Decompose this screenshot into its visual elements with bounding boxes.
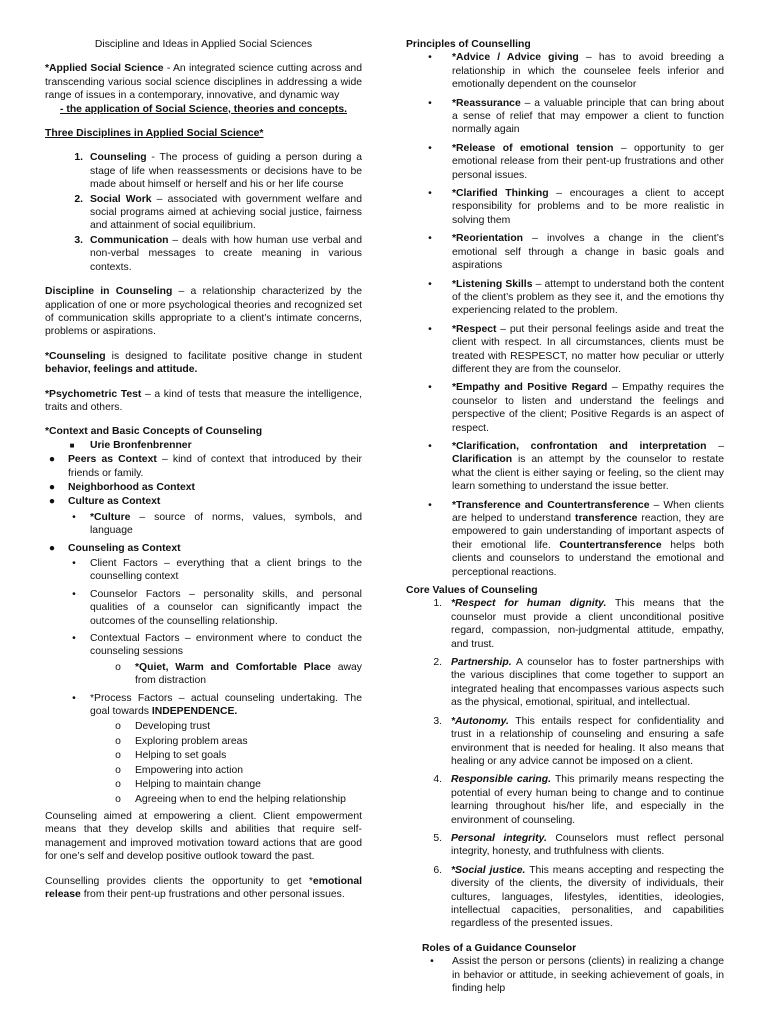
principles-list: [406, 51, 724, 579]
list-item: ● Neighborhood as Context: [45, 481, 362, 494]
counseling-purpose: *Counseling is designed to facilitate positive change in student behavior, feelings and attitude.: [45, 350, 362, 376]
bullet-icon: •: [428, 233, 432, 245]
list-item: • Contextual Factors – environment where to conduct the counseling sessions o *Quiet, Warm and Comfortable Place away from distraction: [45, 632, 362, 688]
circle-bullet-icon: o: [115, 661, 121, 673]
left-column: [45, 38, 362, 901]
bullet-icon: •: [428, 188, 432, 200]
bullet-icon: •: [72, 558, 76, 569]
list-item: o Empowering into action: [45, 764, 362, 777]
document-title: Discipline and Ideas in Applied Social Sciences: [94, 39, 313, 50]
square-bullet-icon: ■: [69, 440, 75, 450]
bullet-icon: •: [72, 633, 76, 645]
list-item: ■ Urie Bronfenbrenner: [45, 439, 362, 452]
contextual-sublist: [45, 661, 362, 688]
list-item: • Assist the person or persons (clients) in realizing a change in behavior or attitude, in seeking achievement of goals, in finding help: [406, 955, 724, 995]
circle-bullet-icon: o: [115, 793, 121, 805]
list-item: • *Process Factors – actual counseling undertaking. The goal towards INDEPENDENCE. o Developing trust o Exploring problem areas o Helping to set goals o Empowering into action o Helping to maintain change o Agreeing when to end the helping relationship: [45, 692, 362, 806]
circle-bullet-icon: o: [115, 779, 121, 791]
list-item: • *Listening Skills – attempt to understand both the content of the client’s problem as they see it, and the emotions thy experiencing related to the problem.: [406, 278, 724, 318]
bullet-icon: •: [428, 52, 432, 64]
bullet-icon: •: [428, 323, 432, 335]
list-item: 1. Counseling - The process of guiding a person during a stage of life when reassessments or decisions have to be made about himself or herself and his or her life course: [74, 152, 362, 191]
list-item: • *Reassurance – a valuable principle that can bring about a sense of relief that may empower a client to function normally again: [406, 97, 724, 137]
list-item: 1. *Respect for human dignity. This means that the counselor must provide a client unconditional positive regard, compassion, non-judgmental attitude, empathy, and trust.: [433, 598, 724, 650]
empowerment-paragraph: Counseling aimed at empowering a client. Client empowerment means that they develop skills and abilities that require self-management and improved motivation toward actions that are good for one’s self and develop positive outlook toward the past.: [45, 810, 362, 863]
list-item: 4. Responsible caring. This primarily means respecting the potential of every human being to change and to continue learning throughout his/her life, and especially in the environment of counseling.: [433, 774, 724, 826]
three-disciplines-heading: Three Disciplines in Applied Social Science*: [45, 128, 264, 140]
list-item: • *Respect – put their personal feelings aside and treat the client with respect. In all circumstances, clients must be treated with RESPESCT, no matter how peculiar or utterly different they are from the counselor.: [406, 323, 724, 377]
list-item: 5. Personal integrity. Counselors must reflect personal integrity, honesty, and truthfulness with clients.: [433, 832, 724, 858]
bullet-icon: ●: [48, 542, 56, 554]
bullet-icon: •: [72, 692, 76, 704]
emotional-release-paragraph: Counselling provides clients the opportunity to get *emotional release from their pent-up frustrations and other personal issues.: [45, 875, 362, 900]
bullet-icon: •: [428, 142, 432, 154]
bullet-icon: •: [428, 382, 432, 394]
list-item: o Exploring problem areas: [45, 735, 362, 748]
list-item: • *Transference and Countertransference – When clients are helped to understand transference reaction, they are empowered to gain understanding of important aspects of their emotional life. Countertransference helps both clients and counselors to understand the emotional and perceptional reactions.: [406, 499, 724, 579]
culture-sublist: [45, 511, 362, 538]
bullet-icon: •: [428, 278, 432, 290]
roles-heading: Roles of a Guidance Counselor: [422, 942, 577, 954]
circle-bullet-icon: o: [115, 721, 121, 733]
psychometric-test: *Psychometric Test – a kind of tests that measure the intelligence, traits and others.: [45, 388, 362, 413]
list-item: 3. Communication – deals with how human use verbal and non-verbal messages to create meaning in various contexts.: [74, 234, 362, 273]
bullet-icon: •: [428, 97, 432, 109]
bullet-icon: •: [430, 956, 434, 968]
bullet-icon: •: [428, 440, 432, 452]
list-item: o Helping to maintain change: [45, 778, 362, 791]
bullet-icon: ●: [48, 496, 56, 508]
list-item: • *Clarification, confrontation and interpretation – Clarification is an attempt by the counselor to restate what the client is either saying or feeling, so the client may learn something to understand the issue better.: [406, 440, 724, 494]
list-item: 2. Partnership. A counselor has to foster partnerships with the various disciplines that come together to support an integrated healing that encompasses various aspects such as the physical, emotional, spiritual, and intellectual.: [433, 657, 724, 709]
list-item: o Developing trust: [45, 720, 362, 733]
context-list: [45, 439, 362, 806]
roles-list: [406, 955, 724, 995]
factors-sublist: [45, 557, 362, 806]
discipline-in-counseling: Discipline in Counseling – a relationship characterized by the application of one or more psychological theories and recognized set of communication skills appropriate to a client’s intimate concerns, problems or aspirations.: [45, 286, 362, 338]
list-item: ● Peers as Context – kind of context that introduced by their friends or family.: [45, 453, 362, 480]
list-item: 6. *Social justice. This means accepting and respecting the diversity of the clients, the diversity of individuals, their cultures, languages, lifestyles, identities, ideologies, intellectual capacities, personalities, and capabilities regardless of the presented issues.: [433, 864, 725, 930]
disciplines-list: [45, 151, 362, 274]
list-item: ● Counseling as Context • Client Factors – everything that a client brings to the counselling context • Counselor Factors – personality skills, and personal qualities of a counselor can significantly impact the outcomes of the counselling relationship. • Contextual Factors – environment where to conduct the counseling sessions o *Quiet, Warm and Comfortable Place away from distraction • *Process Factors – actual counseling undertaking. The goal towards INDEPENDENCE. o Developing trust o Exploring problem areas o Helping to set goals o Empowering into action o Helping to maintain change o Agreeing when to end the helping relationship: [45, 542, 362, 806]
list-item: • Counselor Factors – personality skills, and personal qualities of a counselor can significantly impact the outcomes of the counselling relationship.: [45, 588, 362, 628]
circle-bullet-icon: o: [115, 750, 121, 762]
bullet-icon: •: [428, 499, 432, 511]
list-item: o *Quiet, Warm and Comfortable Place away from distraction: [45, 661, 362, 688]
list-item: • Client Factors – everything that a client brings to the counselling context: [45, 557, 362, 584]
list-item: o Agreeing when to end the helping relationship: [45, 793, 362, 806]
list-item: • *Empathy and Positive Regard – Empathy requires the counselor to listen and understand the feelings and perspective of the client; Positive Regards is an aspect of respect.: [406, 381, 724, 435]
right-column: [406, 38, 724, 995]
circle-bullet-icon: o: [115, 735, 121, 747]
list-item: • *Reorientation – involves a change in the client’s emotional self through a change in basic goals and aspirations: [406, 232, 724, 272]
bullet-icon: ●: [48, 481, 56, 493]
process-steps-list: [45, 720, 362, 805]
core-values-heading: Core Values of Counseling: [406, 585, 538, 597]
applied-social-science-definition-2: - the application of Social Science, theories and concepts.: [60, 103, 347, 115]
list-item: o Helping to set goals: [45, 749, 362, 762]
circle-bullet-icon: o: [115, 764, 121, 776]
core-values-list: [406, 597, 724, 930]
applied-social-science-definition: *Applied Social Science - An integrated science cutting across and transcending various social science disciplines in addressing a wide range of issues in a contemporary, innovative, and dynamic way: [45, 63, 362, 102]
list-item: • *Release of emotional tension – opportunity to ger emotional release from their pent-up frustrations and other personal issues.: [406, 142, 724, 182]
list-item: • *Culture – source of norms, values, symbols, and language: [45, 511, 362, 538]
bullet-icon: ●: [48, 454, 56, 466]
principles-heading: Principles of Counselling: [406, 39, 531, 50]
list-item: • *Advice / Advice giving – has to avoid breeding a relationship in which the counselee feels inferior and emotionally dependent on the counselor: [406, 51, 724, 91]
bullet-icon: •: [72, 588, 76, 600]
list-item: • *Clarified Thinking – encourages a client to accept responsibility for problems and to be more realistic in solving them: [406, 187, 724, 227]
list-item: ● Culture as Context • *Culture – source of norms, values, symbols, and language: [45, 495, 362, 537]
context-heading: *Context and Basic Concepts of Counseling: [45, 426, 263, 438]
list-item: 3. *Autonomy. This entails respect for confidentiality and trust in a relationship of counseling and ensuring a safe environment that is needed for healing. It also means that healing or any advice cannot be imposed on a client.: [433, 715, 724, 767]
term: *Applied Social Science: [45, 63, 164, 75]
bullet-icon: •: [72, 511, 76, 523]
list-item: 2. Social Work – associated with government welfare and social programs aimed at achieving social justice, fairness and attainment of social equilibrium.: [74, 193, 362, 232]
